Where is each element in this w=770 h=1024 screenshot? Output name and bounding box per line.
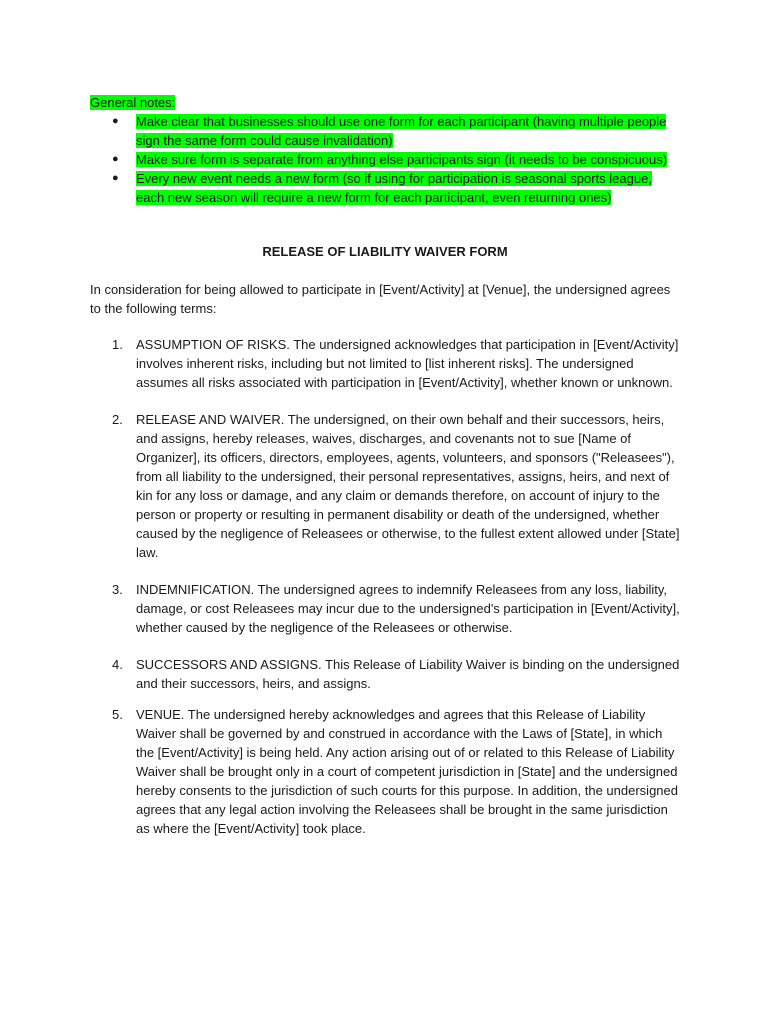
term-number: 2. bbox=[112, 412, 123, 427]
term-item-venue bbox=[90, 705, 680, 838]
note-text: Every new event needs a new form (so if using for participation is seasonal sports league, each new season will require a new form for each participant, even returning ones) bbox=[136, 171, 652, 205]
document-title: RELEASE OF LIABILITY WAIVER FORM bbox=[262, 244, 508, 259]
note-text: Make clear that businesses should use one form for each participant (having multiple people sign the same form could cause invalidation) bbox=[136, 114, 667, 148]
term-number: 4. bbox=[112, 657, 123, 672]
notes-heading-text: General notes: bbox=[90, 95, 176, 110]
note-item bbox=[90, 150, 680, 169]
term-number: 1. bbox=[112, 337, 123, 352]
term-text: VENUE. The undersigned hereby acknowledges and agrees that this Release of Liability Waiver shall be governed by and construed in accordance with the Laws of [State], in which the [Event/Activity] is being held. Any action arising out of or related to this Release of Liability Waiver shall be brought only in a court of competent jurisdiction in [State] and the undersigned hereby consents to the jurisdiction of such courts for this purpose. In addition, the undersigned agrees that any legal action involving the Releasees shall be brought in the same jurisdiction as where the [Event/Activity] took place. bbox=[136, 707, 678, 836]
term-item-assumption-of-risks bbox=[90, 335, 680, 392]
note-text: Make sure form is separate from anything else participants sign (it needs to be conspicuous) bbox=[136, 152, 668, 167]
term-item-indemnification bbox=[90, 580, 680, 637]
term-text: SUCCESSORS AND ASSIGNS. This Release of Liability Waiver is binding on the undersigned and their successors, heirs, and assigns. bbox=[136, 657, 680, 691]
term-item-release-and-waiver bbox=[90, 410, 680, 562]
term-number: 5. bbox=[112, 707, 123, 722]
term-number: 3. bbox=[112, 582, 123, 597]
term-text: RELEASE AND WAIVER. The undersigned, on their own behalf and their successors, heirs, and assigns, hereby releases, waives, discharges, and covenants not to sue [Name of Organizer], its officers, directors, employees, agents, volunteers, and sponsors ("Releasees"), from all liability to the undersigned, their personal representatives, assigns, heirs, and next of kin for any loss or damage, and any claim or demands therefore, on account of injury to the person or property or resulting in permanent disability or death of the undersigned, whether caused by the negligence of Releasees or otherwise, to the fullest extent allowed under [State] law. bbox=[136, 412, 680, 560]
bullet-icon: ● bbox=[112, 153, 119, 165]
note-item bbox=[90, 112, 680, 150]
term-text: INDEMNIFICATION. The undersigned agrees to indemnify Releasees from any loss, liability, damage, or cost Releasees may incur due to the undersigned's participation in [Event/Activity], whether caused by the negligence of the Releasees or otherwise. bbox=[136, 582, 680, 635]
term-text: ASSUMPTION OF RISKS. The undersigned acknowledges that participation in [Event/Activity] involves inherent risks, including but not limited to [list inherent risks]. The undersigned assumes all risks associated with participation in [Event/Activity], whether known or unknown. bbox=[136, 337, 679, 390]
terms-list bbox=[90, 335, 680, 838]
term-item-successors-and-assigns bbox=[90, 655, 680, 693]
bullet-icon: ● bbox=[112, 115, 119, 127]
note-item bbox=[90, 169, 680, 207]
document-intro: In consideration for being allowed to participate in [Event/Activity] at [Venue], the undersigned agrees to the following terms: bbox=[90, 282, 671, 316]
notes-heading bbox=[90, 93, 680, 112]
bullet-icon: ● bbox=[112, 172, 119, 184]
notes-list bbox=[90, 112, 680, 207]
